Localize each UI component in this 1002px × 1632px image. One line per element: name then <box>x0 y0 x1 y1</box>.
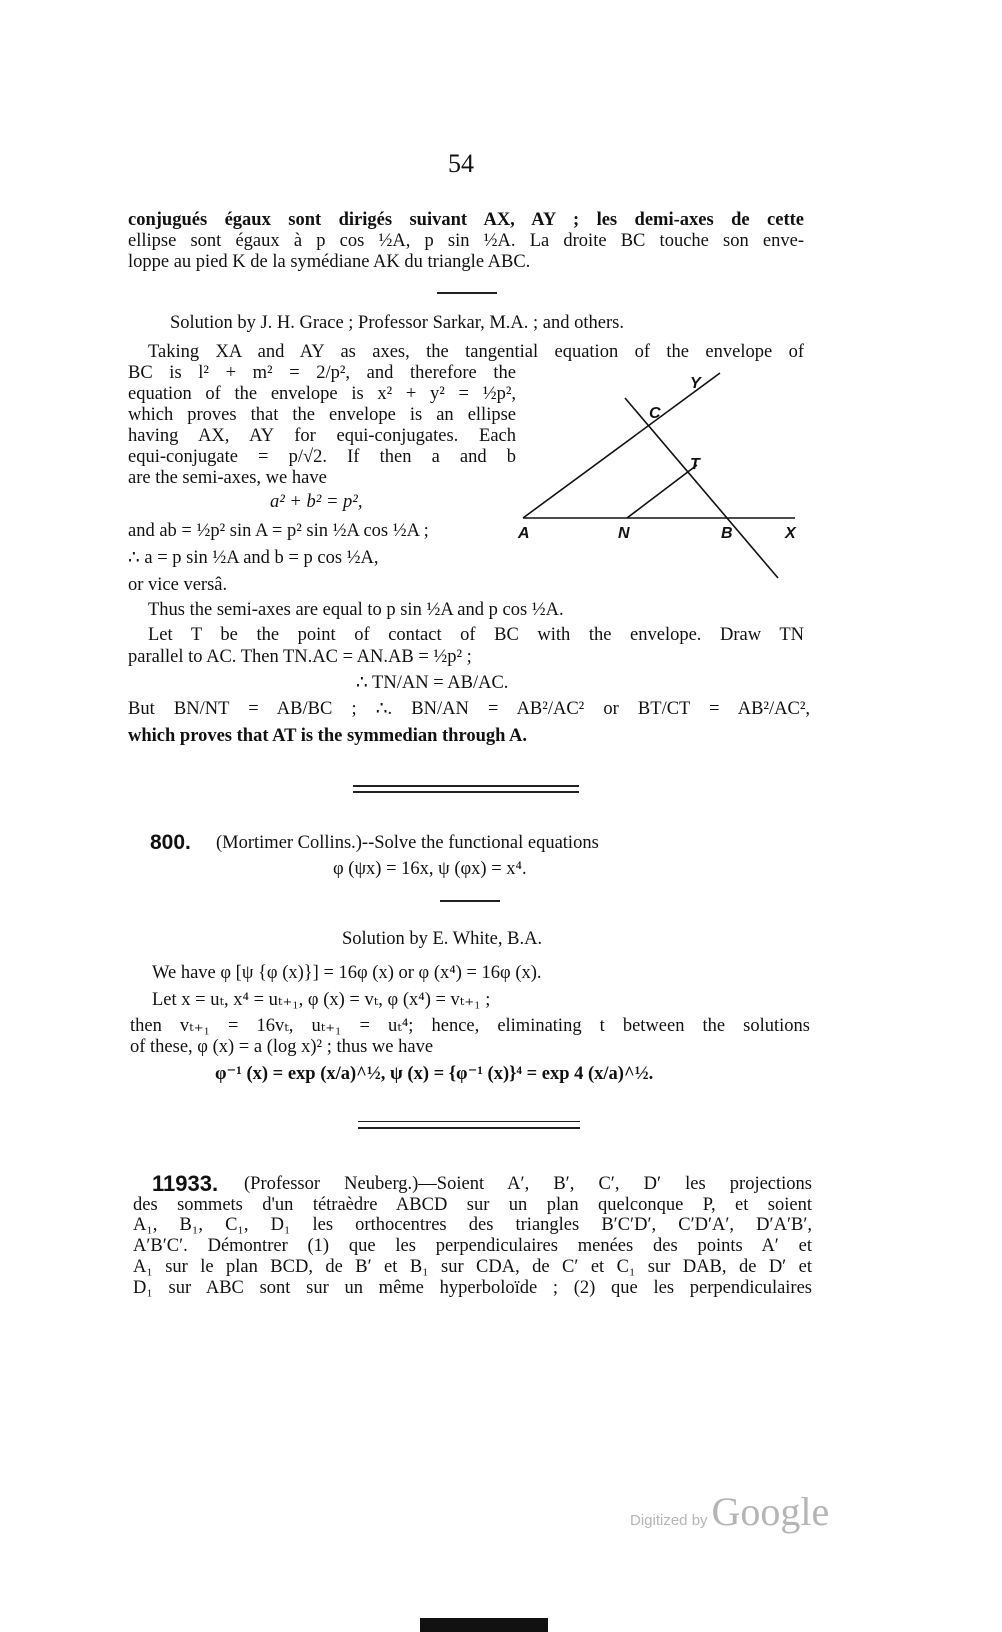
solution-byline: Solution by J. H. Grace ; Professor Sarkar, M.A. ; and others. <box>170 313 624 333</box>
body-line: Let T be the point of contact of BC with the envelope. Draw TN <box>148 625 804 645</box>
solution-byline: Solution by E. White, B.A. <box>342 929 543 949</box>
label-A: A <box>518 525 530 542</box>
intro-line: conjugués égaux sont dirigés suivant AX, AY ; les demi-axes de cette <box>128 210 804 230</box>
body-line: of these, φ (x) = a (log x)² ; thus we have <box>130 1037 434 1057</box>
body-line: having AX, AY for equi-conjugates. Each <box>128 426 516 446</box>
body-line: or vice versâ. <box>128 575 228 595</box>
page-number: 54 <box>448 149 474 178</box>
line-AY <box>523 373 720 518</box>
line-TN <box>627 465 697 518</box>
question-text: des sommets d'un tétraèdre ABCD sur un plan quelconque P, et soient <box>133 1195 812 1215</box>
equation: φ (ψx) = 16x, ψ (φx) = x⁴. <box>333 859 527 879</box>
question-number: 800. <box>150 831 191 854</box>
label-C: C <box>649 405 661 422</box>
body-line: Thus the semi-axes are equal to p sin ½A and p cos ½A. <box>148 600 564 620</box>
label-N: N <box>618 525 630 542</box>
equation: and ab = ½p² sin A = p² sin ½A cos ½A ; <box>128 521 429 541</box>
body-line: parallel to AC. Then TN.AC = AN.AB = ½p² ; <box>128 647 472 667</box>
body-line: BC is l² + m² = 2/p², and therefore the <box>128 363 516 383</box>
watermark-prefix: Digitized by <box>630 1512 708 1529</box>
divider <box>440 900 500 902</box>
body-line: equi-conjugate = p/√2. If then a and b <box>128 447 516 467</box>
google-logo: Google <box>711 1489 830 1534</box>
equation: Let x = uₜ, x⁴ = uₜ₊₁, φ (x) = vₜ, φ (x⁴) = vₜ₊₁ ; <box>152 990 491 1010</box>
question-text: A₁ sur le plan BCD, de B′ et B₁ sur CDA, de C′ et C₁ sur DAB, de D′ et <box>133 1257 812 1277</box>
question-text: (Professor Neuberg.)—Soient A′, B′, C′, D′ les projections <box>244 1174 812 1194</box>
label-B: B <box>721 525 733 542</box>
label-Y: Y <box>690 375 701 392</box>
scan-edge-bar <box>420 1618 548 1632</box>
question-text: A′B′C′. Démontrer (1) que les perpendiculaires menées des points A′ et <box>133 1236 812 1256</box>
question-text: A₁, B₁, C₁, D₁ les orthocentres des triangles B′C′D′, C′D′A′, D′A′B′, <box>133 1215 812 1235</box>
equation: ∴ TN/AN = AB/AC. <box>356 673 509 693</box>
section-divider <box>358 1121 580 1122</box>
section-divider <box>353 791 579 793</box>
equation: a² + b² = p², <box>270 492 363 512</box>
body-line: Taking XA and AY as axes, the tangential equation of the envelope of <box>148 342 804 362</box>
divider <box>437 292 497 294</box>
body-line: which proves that AT is the symmedian through A. <box>128 726 528 746</box>
line-BC <box>625 398 778 578</box>
equation: We have φ [ψ {φ (x)}] = 16φ (x) or φ (x⁴) = 16φ (x). <box>152 963 542 983</box>
body-line: equation of the envelope is x² + y² = ½p², <box>128 384 516 404</box>
body-line: then vₜ₊₁ = 16vₜ, uₜ₊₁ = uₜ⁴; hence, eliminating t between the solutions <box>130 1016 810 1036</box>
question-number: 11933. <box>152 1171 219 1196</box>
body-line: which proves that the envelope is an ellipse <box>128 405 516 425</box>
google-watermark <box>630 1488 829 1535</box>
section-divider <box>358 1127 580 1129</box>
label-X: X <box>785 525 796 542</box>
section-divider <box>353 785 579 787</box>
label-T: T <box>690 456 700 473</box>
question-text: (Mortimer Collins.)--Solve the functional equations <box>216 833 599 853</box>
body-line: are the semi-axes, we have <box>128 468 327 488</box>
equation: ∴ a = p sin ½A and b = p cos ½A, <box>128 548 379 568</box>
intro-line: loppe au pied K de la symédiane AK du triangle ABC. <box>128 252 531 272</box>
body-line: But BN/NT = AB/BC ; ∴. BN/AN = AB²/AC² or BT/CT = AB²/AC², <box>128 699 810 719</box>
question-text: D₁ sur ABC sont sur un même hyperboloïde ; (2) que les perpendiculaires <box>133 1278 812 1298</box>
equation: φ⁻¹ (x) = exp (x/a)^½, ψ (x) = {φ⁻¹ (x)}⁴ = exp 4 (x/a)^½. <box>215 1064 654 1084</box>
intro-line: ellipse sont égaux à p cos ½A, p sin ½A. La droite BC touche son enve- <box>128 231 804 251</box>
